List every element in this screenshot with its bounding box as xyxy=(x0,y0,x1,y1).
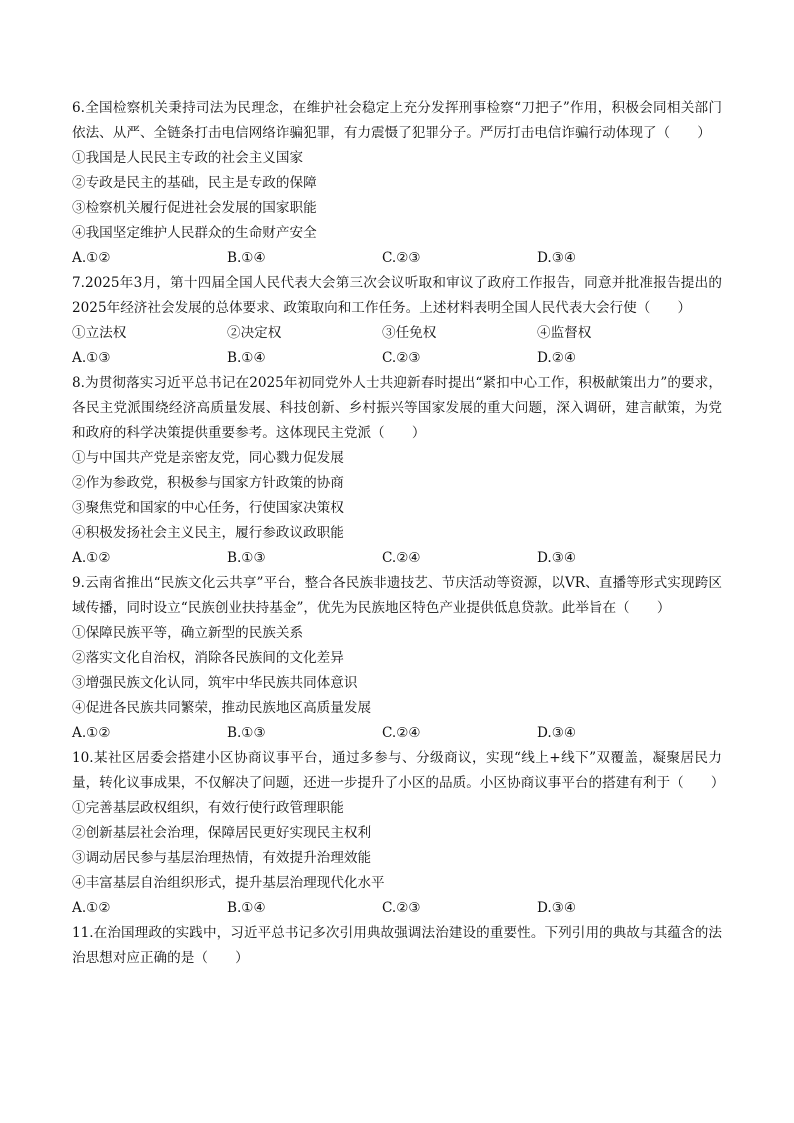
option-statement: ①保障民族平等，确立新型的民族关系 xyxy=(72,625,304,641)
answer-choice-d: D.③④ xyxy=(537,550,577,566)
option-statement: ③任免权 xyxy=(382,325,437,341)
answer-choice-c: C.②③ xyxy=(382,250,421,266)
answer-choice-a: A.①② xyxy=(72,900,111,916)
question-stem: 8.为贯彻落实习近平总书记在2025年初同党外人士共迎新春时提出“紧扣中心工作，积极献策出力”的要求，各民主党派围绕经济高质量发展、科技创新、乡村振兴等国家发展的重大问题，深入调研，建言献策，为党和政府的科学决策提供重要参考。这体现民主党派（ ） xyxy=(72,375,722,441)
answer-choice-c: C.②③ xyxy=(382,900,421,916)
option-statement: ①我国是人民民主专政的社会主义国家 xyxy=(72,150,304,166)
answer-choice-a: A.①② xyxy=(72,550,111,566)
option-statement: ①完善基层政权组织，有效行使行政管理职能 xyxy=(72,800,344,816)
answer-choice-c: C.②④ xyxy=(382,725,421,741)
option-statement: ③调动居民参与基层治理热情，有效提升治理效能 xyxy=(72,850,372,866)
question-stem: 7.2025年3月，第十四届全国人民代表大会第三次会议听取和审议了政府工作报告，同意并批准报告提出的2025年经济社会发展的总体要求、政策取向和工作任务。上述材料表明全国人民代表大会行使（ ） xyxy=(72,275,722,316)
option-statement: ①与中国共产党是亲密友党，同心戮力促发展 xyxy=(72,450,344,466)
answer-choice-d: D.③④ xyxy=(537,250,577,266)
option-statement: ②决定权 xyxy=(227,325,282,341)
question-stem: 6.全国检察机关秉持司法为民理念，在维护社会稳定上充分发挥刑事检察“刀把子”作用，积极会同相关部门依法、从严、全链条打击电信网络诈骗犯罪，有力震慑了犯罪分子。严厉打击电信诈骗行动体现了（ ） xyxy=(72,100,722,141)
option-statement: ④丰富基层自治组织形式，提升基层治理现代化水平 xyxy=(72,875,385,891)
option-statement: ②作为参政党，积极参与国家方针政策的协商 xyxy=(72,475,344,491)
answer-choices xyxy=(72,896,722,921)
option-statement: ③检察机关履行促进社会发展的国家职能 xyxy=(72,200,317,216)
option-statement: ②创新基层社会治理，保障居民更好实现民主权利 xyxy=(72,825,372,841)
answer-choice-c: C.②③ xyxy=(382,350,421,366)
answer-choice-d: D.③④ xyxy=(537,900,577,916)
answer-choice-a: A.①② xyxy=(72,725,111,741)
option-statement: ②落实文化自治权，消除各民族间的文化差异 xyxy=(72,650,344,666)
answer-choice-a: A.①② xyxy=(72,250,111,266)
question-8 xyxy=(72,371,722,571)
answer-choice-b: B.①④ xyxy=(227,350,266,366)
answer-choices xyxy=(72,721,722,746)
answer-choice-a: A.①③ xyxy=(72,350,111,366)
option-statement: ④我国坚定维护人民群众的生命财产安全 xyxy=(72,225,317,241)
question-10 xyxy=(72,746,725,921)
answer-choices xyxy=(72,246,722,271)
answer-choice-c: C.②④ xyxy=(382,550,421,566)
question-7 xyxy=(72,271,722,371)
answer-choices xyxy=(72,546,722,571)
answer-choice-b: B.①③ xyxy=(227,550,266,566)
option-statement: ①立法权 xyxy=(72,325,127,341)
question-stem: 9.云南省推出“民族文化云共享”平台，整合各民族非遗技艺、节庆活动等资源，以VR、直播等形式实现跨区域传播，同时设立“民族创业扶持基金”，优先为民族地区特色产业提供低息贷款。此举旨在（ ） xyxy=(72,575,722,616)
option-statement: ④监督权 xyxy=(537,325,592,341)
option-statement: ④促进各民族共同繁荣，推动民族地区高质量发展 xyxy=(72,700,372,716)
question-stem: 11.在治国理政的实践中，习近平总书记多次引用典故强调法治建设的重要性。下列引用的典故与其蕴含的法治思想对应正确的是（ ） xyxy=(72,925,722,966)
answer-choice-b: B.①④ xyxy=(227,900,266,916)
answer-choice-d: D.②④ xyxy=(537,350,577,366)
exam-page xyxy=(72,96,725,971)
question-stem: 10.某社区居委会搭建小区协商议事平台，通过多参与、分级商议，实现“线上+线下”双覆盖，凝聚居民力量，转化议事成果，不仅解决了问题，还进一步提升了小区的品质。小区协商议事平台的搭建有利于（ ） xyxy=(72,750,725,791)
option-statement: ②专政是民主的基础，民主是专政的保障 xyxy=(72,175,317,191)
answer-choice-d: D.③④ xyxy=(537,725,577,741)
question-6 xyxy=(72,96,722,271)
question-9 xyxy=(72,571,722,746)
answer-choice-b: B.①③ xyxy=(227,725,266,741)
answer-choice-b: B.①④ xyxy=(227,250,266,266)
option-statement: ④积极发扬社会主义民主，履行参政议政职能 xyxy=(72,525,344,541)
option-statement: ③聚焦党和国家的中心任务，行使国家决策权 xyxy=(72,500,344,516)
option-statements-row xyxy=(72,321,722,346)
question-11 xyxy=(72,921,722,971)
answer-choices xyxy=(72,346,722,371)
option-statement: ③增强民族文化认同，筑牢中华民族共同体意识 xyxy=(72,675,358,691)
